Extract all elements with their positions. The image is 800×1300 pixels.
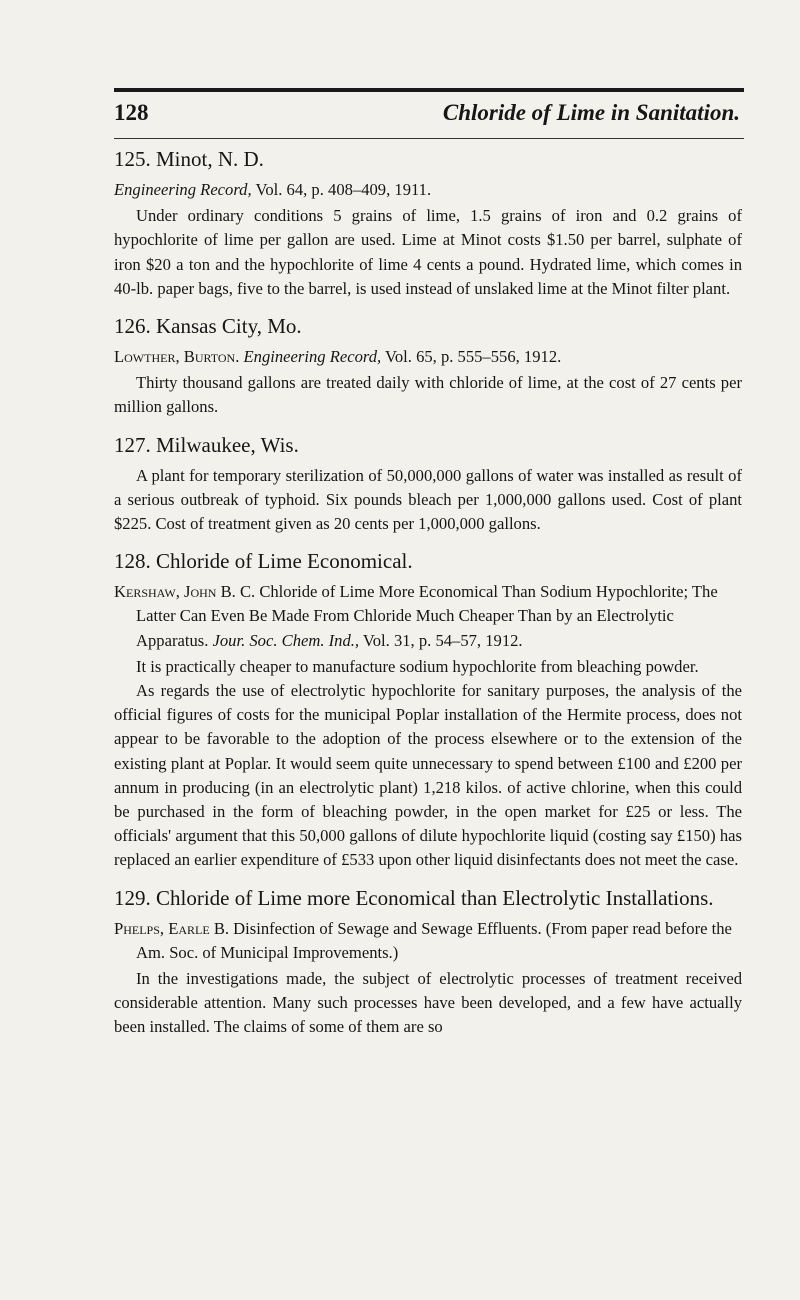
entry-129 [114,885,742,1040]
citation-details: Vol. 31, p. 54–57, 1912. [359,630,523,650]
citation-journal: Jour. Soc. Chem. Ind., [212,630,360,650]
running-title: Chloride of Lime in Sanitation. [442,100,740,125]
entry-title: 128. Chloride of Lime Economical. [114,549,413,574]
entry-126 [114,313,742,420]
entry-125 [114,146,742,301]
entry-paragraph: Thirty thousand gallons are treated daily with chloride of lime, at the cost of 27 cents per million gallons. [114,373,742,417]
entry-title: 125. Minot, N. D. [114,147,264,171]
running-header [114,100,740,132]
citation-journal: Engineering Record, [114,180,252,199]
citation-author: Kershaw, John B. C. [114,582,256,602]
entry-127 [114,432,742,537]
page-content [114,146,742,1040]
header-rule [114,88,744,92]
entry-citation [114,345,742,369]
citation-author: Phelps, Earle B. [114,918,230,938]
citation-text: Disinfection of Sewage and Sewage Effluents. (From paper read before the Am. Soc. of Municipal Improvements.) [136,918,732,962]
entry-paragraph: In the investigations made, the subject of electrolytic processes of treatment received considerable attention. Many such processes have been developed, and a few have actually been installed. The claims of some of them are so [114,969,742,1037]
citation-details: Vol. 65, p. 555–556, 1912. [381,347,562,367]
entry-paragraph: Under ordinary conditions 5 grains of lime, 1.5 grains of iron and 0.2 grains of hypochlorite of lime per gallon are used. Lime at Minot costs $1.50 per barrel, sulphate of iron $20 a ton and the hypochlorite of lime 4 cents a pound. Hydrated lime, which comes in 40-lb. paper bags, five to the barrel, is used instead of unslaked lime at the Minot filter plant. [114,206,742,298]
entry-paragraph: A plant for temporary sterilization of 50,000,000 gallons of water was installed as result of a serious outbreak of typhoid. Six pounds bleach per 1,000,000 gallons used. Cost of plant $225. Cost of treatment given as 20 cents per 1,000,000 gallons. [114,465,742,534]
citation-details: Vol. 64, p. 408–409, 1911. [251,180,432,199]
entry-citation [114,178,742,202]
entry-paragraph: It is practically cheaper to manufacture sodium hypochlorite from bleaching powder. [136,656,699,676]
header-underline [114,138,744,139]
entry-title: 126. Kansas City, Mo. [114,314,302,339]
citation-text: Chloride of Lime More Economical Than Sodium Hypochlorite; The Latter Can Even Be Made From Chloride Much Cheaper Than by an Electrolytic Apparatus. [136,582,718,650]
entry-128 [114,548,742,872]
citation-journal: Engineering Record, [243,347,382,367]
entry-paragraph: As regards the use of electrolytic hypochlorite for sanitary purposes, the analysis of the official figures of costs for the municipal Poplar installation of the Hermite process, does not appear to be favorable to the adoption of the process elsewhere or to the extension of the existing plant at Poplar. It would seem quite unnecessary to spend between £100 and £200 per annum in producing (in an electrolytic plant) 1,218 kilos. of active chlorine, when this could be purchased in the form of bleaching powder, in the open market for £25 or less. The officials' argument that this 50,000 gallons of dilute hypochlorite liquid (costing say £150) has replaced an earlier expenditure of £533 upon other liquid disinfectants does not meet the case. [114,681,742,870]
entry-citation [114,580,742,653]
page-number: 128 [114,100,149,125]
entry-citation [114,917,742,965]
entry-title: 129. Chloride of Lime more Economical than Electrolytic Installations. [114,885,714,910]
citation-author: Lowther, Burton. [114,347,240,367]
entry-title: 127. Milwaukee, Wis. [114,432,299,457]
